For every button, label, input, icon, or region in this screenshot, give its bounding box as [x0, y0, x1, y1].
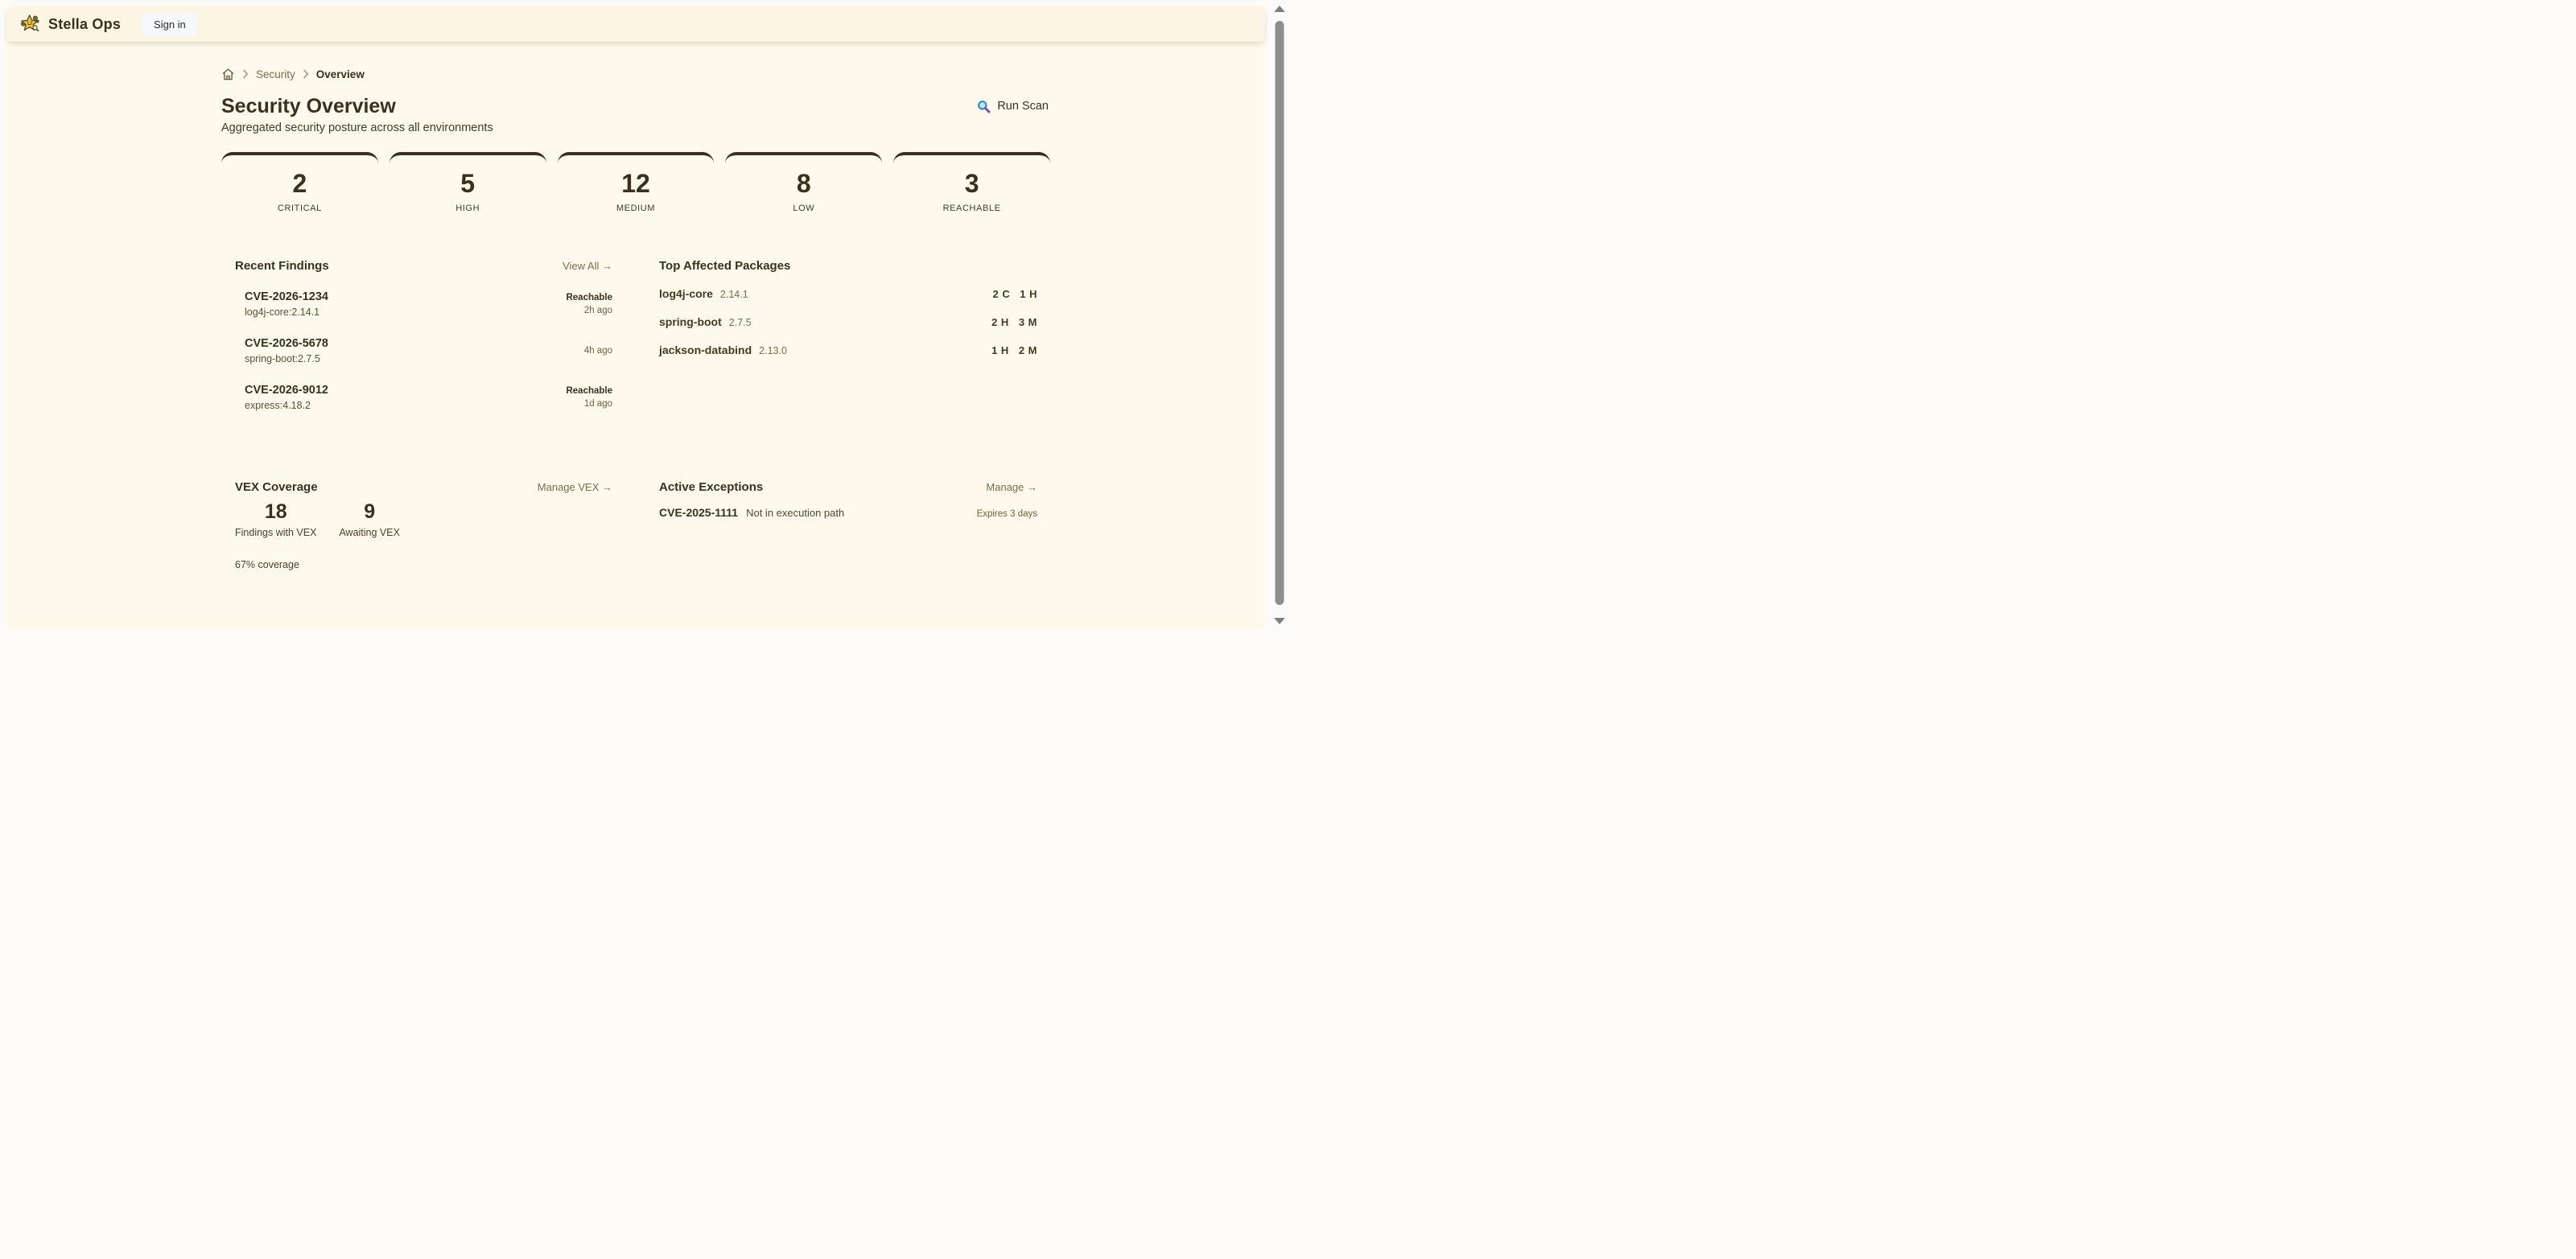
finding-main [245, 384, 328, 411]
stat-value: 2 [292, 169, 307, 199]
chevron-right-icon [303, 69, 309, 79]
stat-value: 8 [796, 169, 811, 199]
stat-card-medium [558, 152, 715, 221]
stat-label: LOW [793, 204, 815, 214]
vex-stat-awaiting [339, 502, 400, 538]
finding-main [245, 337, 328, 364]
view-all-link[interactable]: View All → [563, 260, 612, 273]
browser-viewport [0, 0, 1288, 630]
stat-card-low [725, 152, 882, 221]
app-shell [6, 6, 1265, 630]
vex-value: 9 [364, 500, 376, 524]
severity-count: 3 M [1018, 316, 1037, 329]
package-version: 2.7.5 [728, 317, 752, 329]
vex-label: Awaiting VEX [339, 527, 400, 539]
finding-package: log4j-core:2.14.1 [245, 307, 320, 319]
vex-coverage-title: VEX Coverage [235, 480, 318, 495]
findings-list [221, 290, 612, 411]
finding-time: 1d ago [583, 399, 612, 409]
vertical-scrollbar[interactable] [1271, 0, 1288, 630]
search-icon [977, 100, 991, 113]
stat-label: MEDIUM [616, 204, 656, 214]
finding-main [245, 290, 328, 318]
brand [19, 14, 121, 35]
package-main [659, 315, 752, 330]
finding-cve-id: CVE-2026-1234 [245, 290, 328, 304]
run-scan-label: Run Scan [997, 100, 1049, 113]
package-version: 2.14.1 [719, 289, 748, 301]
recent-findings-section [221, 259, 612, 430]
finding-cve-id: CVE-2026-5678 [245, 337, 328, 351]
stat-label: CRITICAL [277, 204, 322, 214]
package-row[interactable] [659, 315, 1037, 330]
stat-label: REACHABLE [942, 204, 1001, 214]
exception-expiry: Expires 3 days [976, 509, 1037, 520]
breadcrumb-current: Overview [315, 68, 365, 80]
finding-meta [566, 293, 612, 315]
section-header [221, 259, 612, 273]
stat-card-critical [221, 152, 378, 221]
severity-count: 2 M [1018, 344, 1037, 357]
severity-stats [221, 152, 1050, 221]
exception-row[interactable] [659, 506, 1037, 519]
exception-cve-id: CVE-2025-1111 [659, 506, 739, 520]
exceptions-list [659, 506, 1050, 519]
run-scan-button[interactable] [975, 97, 1050, 117]
breadcrumb-security[interactable]: Security [256, 68, 295, 80]
sign-in-button[interactable]: Sign in [142, 13, 198, 36]
package-version: 2.13.0 [759, 345, 787, 357]
dashboard-sections [221, 259, 1050, 570]
package-counts [991, 316, 1037, 328]
exception-reason: Not in execution path [746, 507, 845, 520]
section-header [659, 259, 1050, 273]
page-title: Security Overview [221, 95, 396, 117]
finding-row[interactable] [221, 337, 612, 364]
severity-count: 2 C [992, 288, 1011, 301]
vex-stat-with [235, 502, 316, 538]
finding-package: spring-boot:2.7.5 [245, 353, 320, 365]
stat-label: HIGH [455, 204, 480, 214]
package-name: jackson-databind [659, 344, 752, 357]
section-header [659, 480, 1050, 494]
severity-count: 1 H [991, 344, 1009, 357]
section-header [221, 480, 612, 494]
vex-value: 18 [264, 500, 287, 524]
package-row[interactable] [659, 344, 1037, 358]
manage-exceptions-link[interactable]: Manage → [986, 481, 1037, 494]
severity-count: 2 H [991, 316, 1009, 329]
scroll-down-icon[interactable] [1274, 618, 1285, 624]
top-bar [6, 6, 1265, 42]
active-exceptions-title: Active Exceptions [659, 480, 764, 495]
finding-time: 4h ago [583, 346, 612, 356]
manage-vex-link[interactable]: Manage VEX → [537, 481, 612, 494]
package-name: log4j-core [659, 287, 713, 301]
vex-coverage-percent: 67% coverage [235, 559, 299, 571]
breadcrumb [221, 67, 1050, 81]
main-content [6, 42, 1265, 630]
brand-name: Stella Ops [48, 15, 122, 32]
top-packages-title: Top Affected Packages [659, 259, 791, 274]
stat-card-reachable [893, 152, 1050, 221]
vex-coverage-section [221, 480, 612, 570]
finding-time: 2h ago [583, 306, 612, 316]
stella-ops-logo-icon [19, 14, 41, 35]
stat-value: 5 [460, 169, 476, 199]
packages-list [659, 287, 1050, 358]
package-main [659, 344, 787, 358]
active-exceptions-section [659, 480, 1050, 570]
home-icon[interactable] [221, 68, 235, 81]
finding-row[interactable] [221, 384, 612, 411]
package-counts [993, 288, 1037, 300]
scrollbar-thumb[interactable] [1275, 21, 1284, 605]
vex-label: Findings with VEX [235, 527, 317, 539]
package-name: spring-boot [659, 315, 722, 329]
top-packages-section [659, 259, 1050, 430]
exception-main [659, 506, 844, 519]
finding-package: express:4.18.2 [245, 400, 311, 412]
severity-count: 1 H [1020, 288, 1037, 301]
finding-meta [584, 346, 612, 356]
stat-card-high [389, 152, 546, 221]
package-counts [991, 344, 1037, 356]
recent-findings-title: Recent Findings [235, 259, 329, 274]
stat-value: 3 [964, 169, 979, 199]
finding-meta [566, 386, 612, 409]
chevron-right-icon [242, 69, 249, 79]
page-subtitle: Aggregated security posture across all environments [221, 121, 493, 135]
package-main [659, 287, 748, 302]
page-header [221, 96, 1050, 117]
content-container [221, 67, 1050, 570]
package-row[interactable] [659, 287, 1037, 302]
finding-cve-id: CVE-2026-9012 [245, 384, 328, 397]
finding-row[interactable] [221, 290, 612, 318]
reachable-badge: Reachable [566, 386, 612, 397]
scroll-up-icon[interactable] [1274, 6, 1285, 12]
reachable-badge: Reachable [566, 293, 612, 303]
stat-value: 12 [621, 169, 650, 199]
vex-stats [221, 502, 612, 538]
